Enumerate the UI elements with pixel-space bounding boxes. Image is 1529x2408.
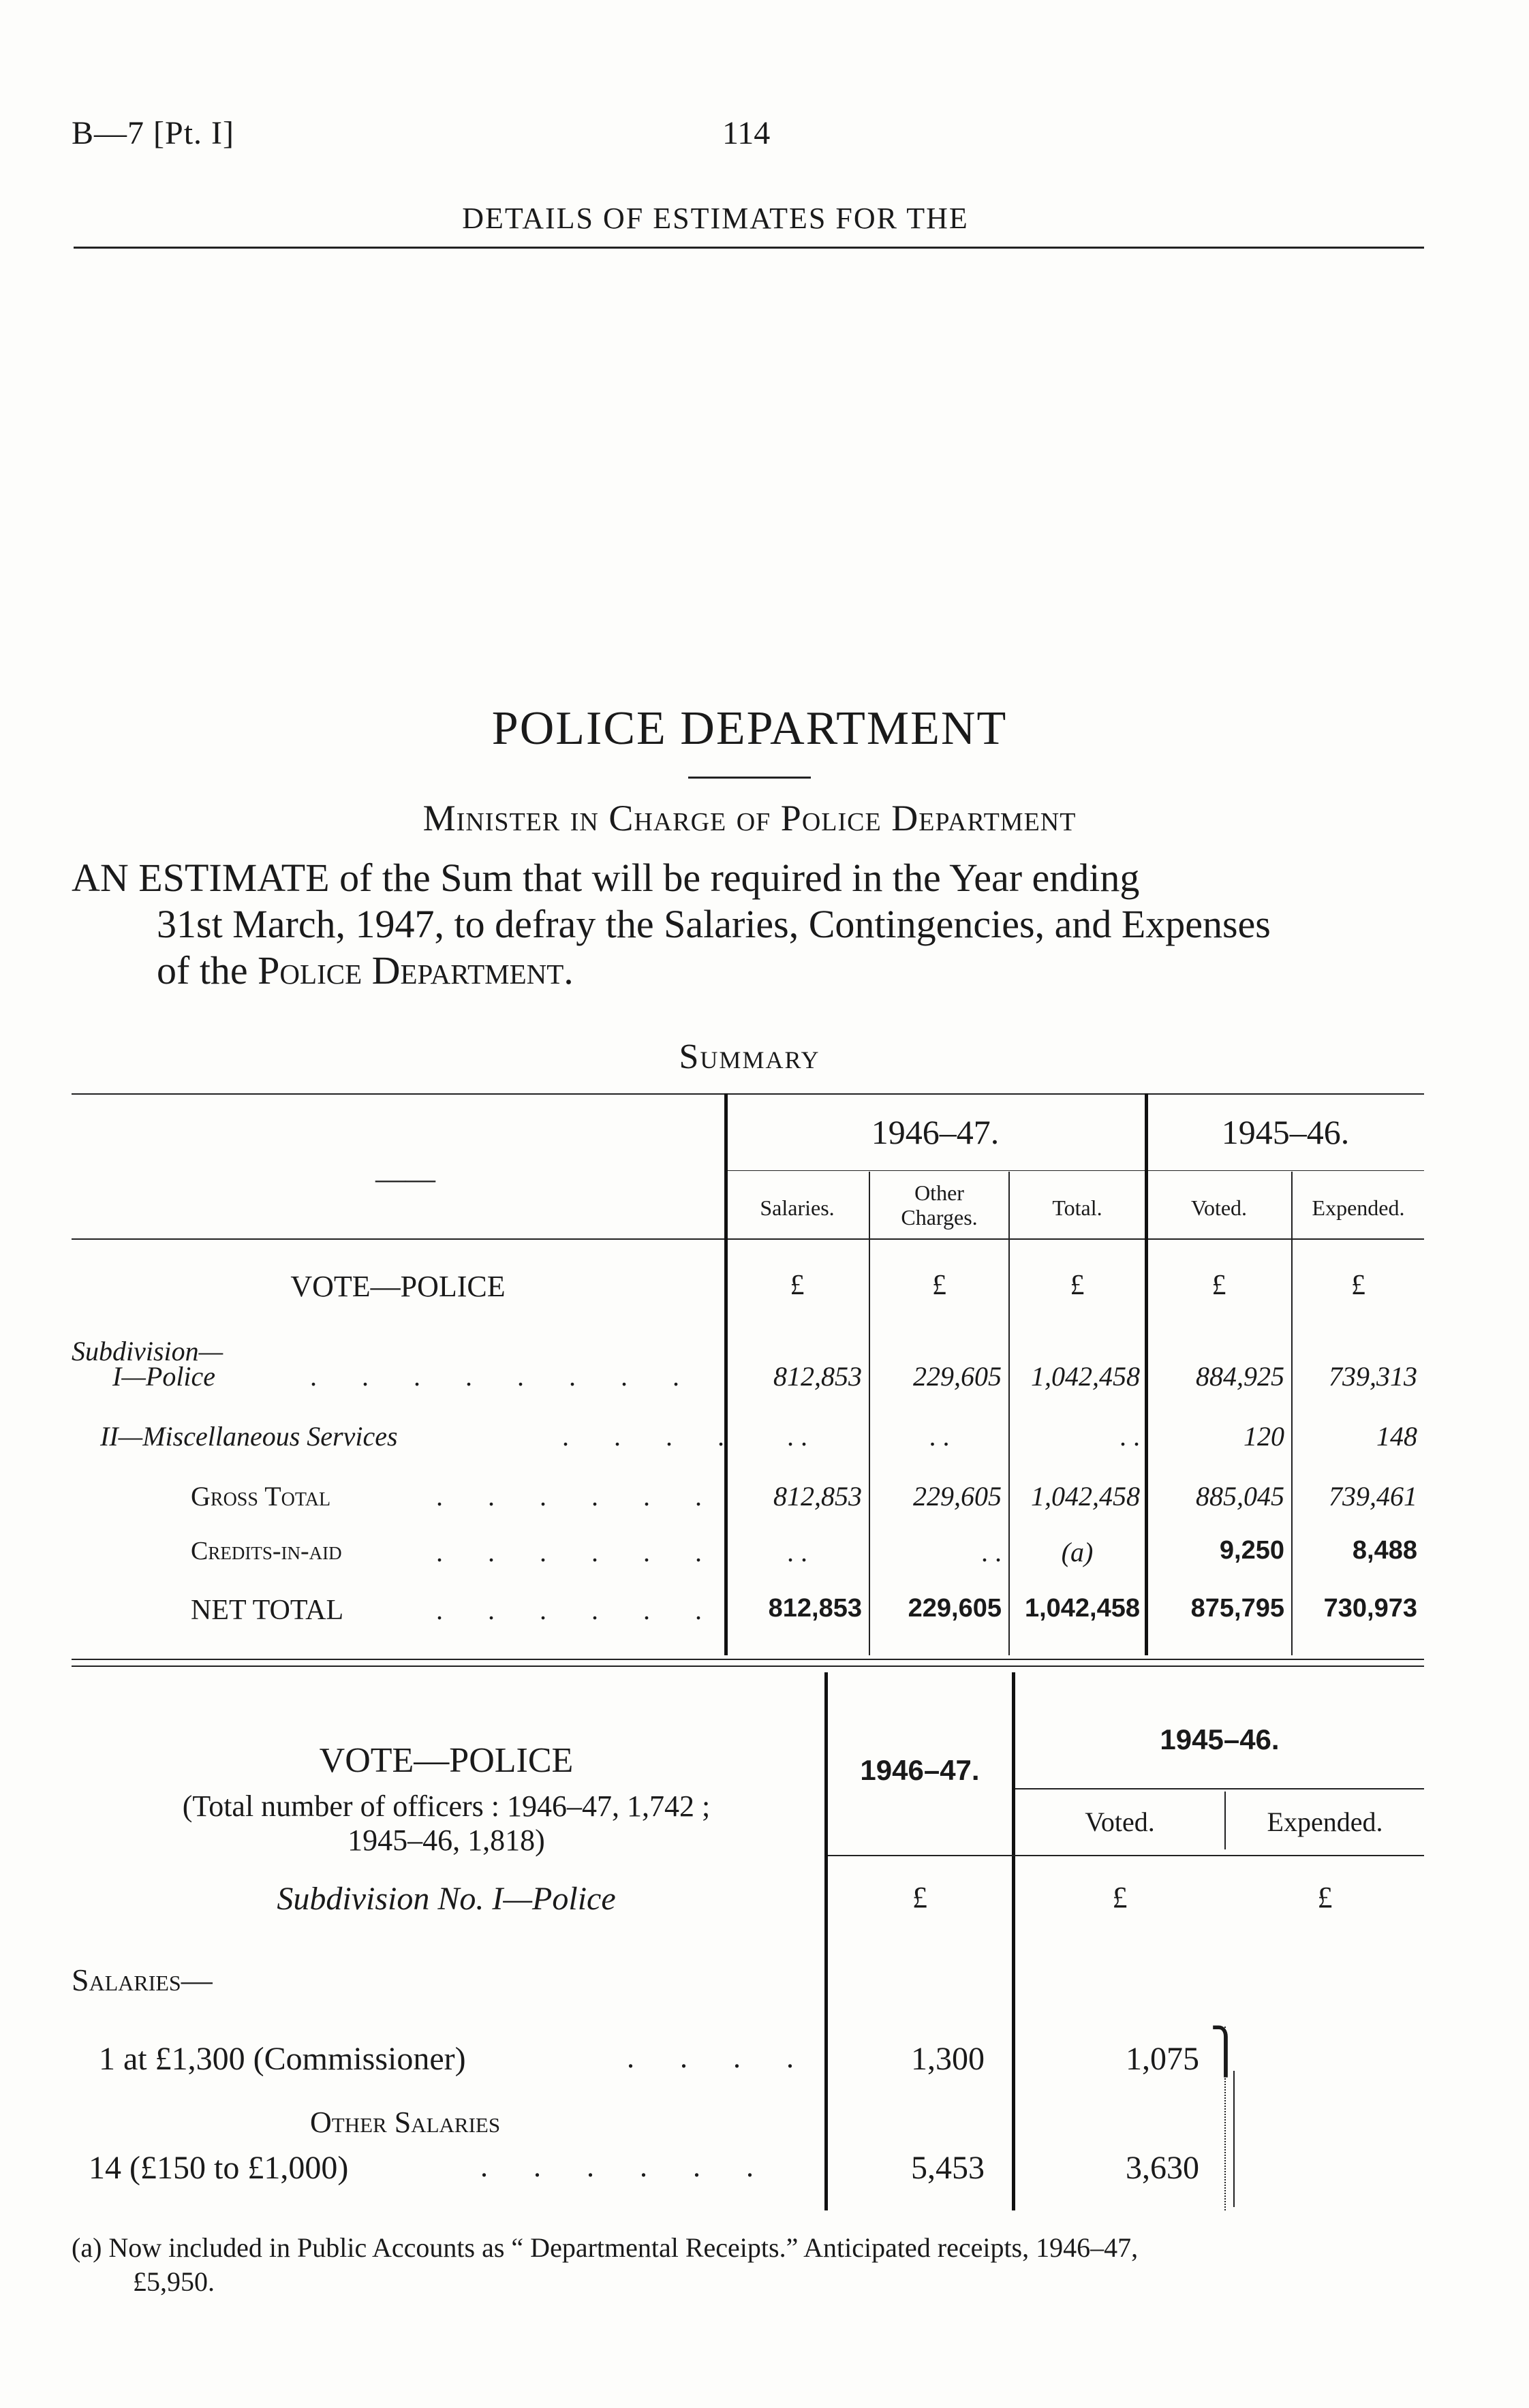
summary-heading: Summary <box>679 1037 820 1076</box>
misc-voted: 120 <box>1244 1421 1284 1452</box>
credits-other: . . <box>981 1537 1002 1567</box>
subdivision-label: Subdivision— <box>72 1336 223 1366</box>
gross-expended: 739,461 <box>1329 1481 1417 1512</box>
currency-symbol: £ <box>790 1270 805 1301</box>
net-salaries: 812,853 <box>768 1594 862 1623</box>
misc-total: . . <box>1119 1421 1140 1452</box>
footnote-line-2: £5,950. <box>133 2266 215 2297</box>
credits-total-note: (a) <box>1061 1537 1094 1567</box>
col-salaries: Salaries. <box>760 1195 835 1220</box>
net-expended: 730,973 <box>1323 1594 1417 1623</box>
net-total: 1,042,458 <box>1024 1594 1140 1623</box>
currency-symbol: £ <box>1317 1881 1333 1914</box>
currency-symbol: £ <box>912 1881 927 1914</box>
gross-total: 1,042,458 <box>1031 1481 1140 1512</box>
running-title: DETAILS OF ESTIMATES FOR THE <box>462 202 969 235</box>
row-label-net-total: NET TOTAL <box>191 1595 344 1626</box>
misc-expended: 148 <box>1376 1421 1417 1452</box>
col-total: Total. <box>1052 1195 1102 1220</box>
gross-voted: 885,045 <box>1196 1481 1284 1512</box>
commissioner-current: 1,300 <box>911 2041 985 2077</box>
leader-dots: . . . . . . <box>436 1537 721 1567</box>
subdivision-police: Subdivision No. I—Police <box>277 1881 616 1917</box>
bracket-mark: ⎫ <box>1209 2027 1242 2076</box>
row-label-misc: II—Miscellaneous Services <box>100 1421 398 1452</box>
gross-salaries: 812,853 <box>773 1481 862 1512</box>
header-rule <box>74 247 1424 249</box>
credits-voted: 9,250 <box>1219 1536 1284 1565</box>
net-other: 229,605 <box>908 1594 1002 1623</box>
misc-salaries: . . <box>787 1421 807 1452</box>
footnote <box>72 2231 1434 2299</box>
row-label-gross-total: Gross Total <box>191 1481 331 1512</box>
detail-table <box>72 1672 1424 2224</box>
minister-line: Minister in Charge of Police Department <box>422 798 1077 839</box>
other-salaries-label: 14 (£150 to £1,000) <box>89 2150 349 2186</box>
credits-expended: 8,488 <box>1352 1536 1417 1565</box>
col-voted: Voted. <box>1190 1195 1248 1220</box>
leader-dots: . . . . . . <box>436 1595 721 1625</box>
department-title: POLICE DEPARTMENT <box>491 702 1008 755</box>
row-label-police: I—Police <box>112 1361 216 1392</box>
detail-year-current: 1946–47. <box>860 1754 980 1786</box>
summary-table <box>72 1093 1424 1666</box>
year-current-header: 1946–47. <box>871 1113 1000 1151</box>
currency-symbol: £ <box>1351 1270 1365 1301</box>
detail-col-voted: Voted. <box>1085 1807 1155 1837</box>
leader-dots: . . . . . . <box>436 1481 721 1512</box>
other-salaries-heading: Other Salaries <box>310 2106 501 2139</box>
currency-symbol: £ <box>932 1270 946 1301</box>
col-other-charges: Other Charges. <box>901 1180 978 1230</box>
other-salaries-current: 5,453 <box>911 2150 985 2186</box>
credits-salaries: . . <box>787 1537 807 1567</box>
estimate-paragraph <box>72 855 1424 994</box>
page-reference: B—7 [Pt. I] <box>72 115 234 151</box>
currency-symbol: £ <box>1112 1881 1128 1914</box>
police-voted: 884,925 <box>1196 1361 1284 1392</box>
leader-dots: . . . . <box>562 1421 743 1452</box>
police-other: 229,605 <box>913 1361 1002 1392</box>
police-salaries: 812,853 <box>773 1361 862 1392</box>
gross-other: 229,605 <box>913 1481 1002 1512</box>
currency-symbol: £ <box>1211 1270 1226 1301</box>
leader-dots: . . . . . . . . <box>310 1361 698 1392</box>
col-expended: Expended. <box>1312 1195 1405 1220</box>
page-number: 114 <box>722 115 771 151</box>
title-rule <box>688 777 811 779</box>
detail-vote-label: VOTE—POLICE <box>319 1741 574 1780</box>
detail-year-previous: 1945–46. <box>1160 1723 1280 1755</box>
commissioner-label: 1 at £1,300 (Commissioner) <box>99 2041 466 2077</box>
police-expended: 739,313 <box>1329 1361 1417 1392</box>
estimate-line-1: AN ESTIMATE of the Sum that will be required in the Year ending <box>72 856 1140 900</box>
leader-dots: . . . . . . <box>480 2150 773 2183</box>
other-salaries-voted: 3,630 <box>1126 2150 1199 2186</box>
salaries-heading: Salaries— <box>72 1963 213 1997</box>
leader-dots: . . . . <box>627 2041 813 2074</box>
police-total: 1,042,458 <box>1031 1361 1140 1392</box>
estimate-line-2: 31st March, 1947, to defray the Salaries, Contingencies, and Expenses <box>157 902 1271 946</box>
commissioner-voted: 1,075 <box>1126 2041 1199 2077</box>
estimate-line-3: of the Police Department. <box>157 948 574 992</box>
detail-col-expended: Expended. <box>1267 1807 1383 1837</box>
stub-dash: —— <box>375 1162 435 1195</box>
net-voted: 875,795 <box>1190 1594 1284 1623</box>
summary-vote-label: VOTE—POLICE <box>290 1270 506 1303</box>
currency-symbol: £ <box>1070 1270 1085 1301</box>
misc-other: . . <box>929 1421 950 1452</box>
footnote-line-1: (a) Now included in Public Accounts as “ Departmental Receipts.” Anticipated receipts, 1946–47, <box>72 2232 1139 2263</box>
year-previous-header: 1945–46. <box>1221 1113 1350 1151</box>
row-label-credits-in-aid: Credits-in-aid <box>191 1537 342 1565</box>
officers-count: (Total number of officers : 1946–47, 1,742 ; 1945–46, 1,818) <box>182 1789 711 1857</box>
